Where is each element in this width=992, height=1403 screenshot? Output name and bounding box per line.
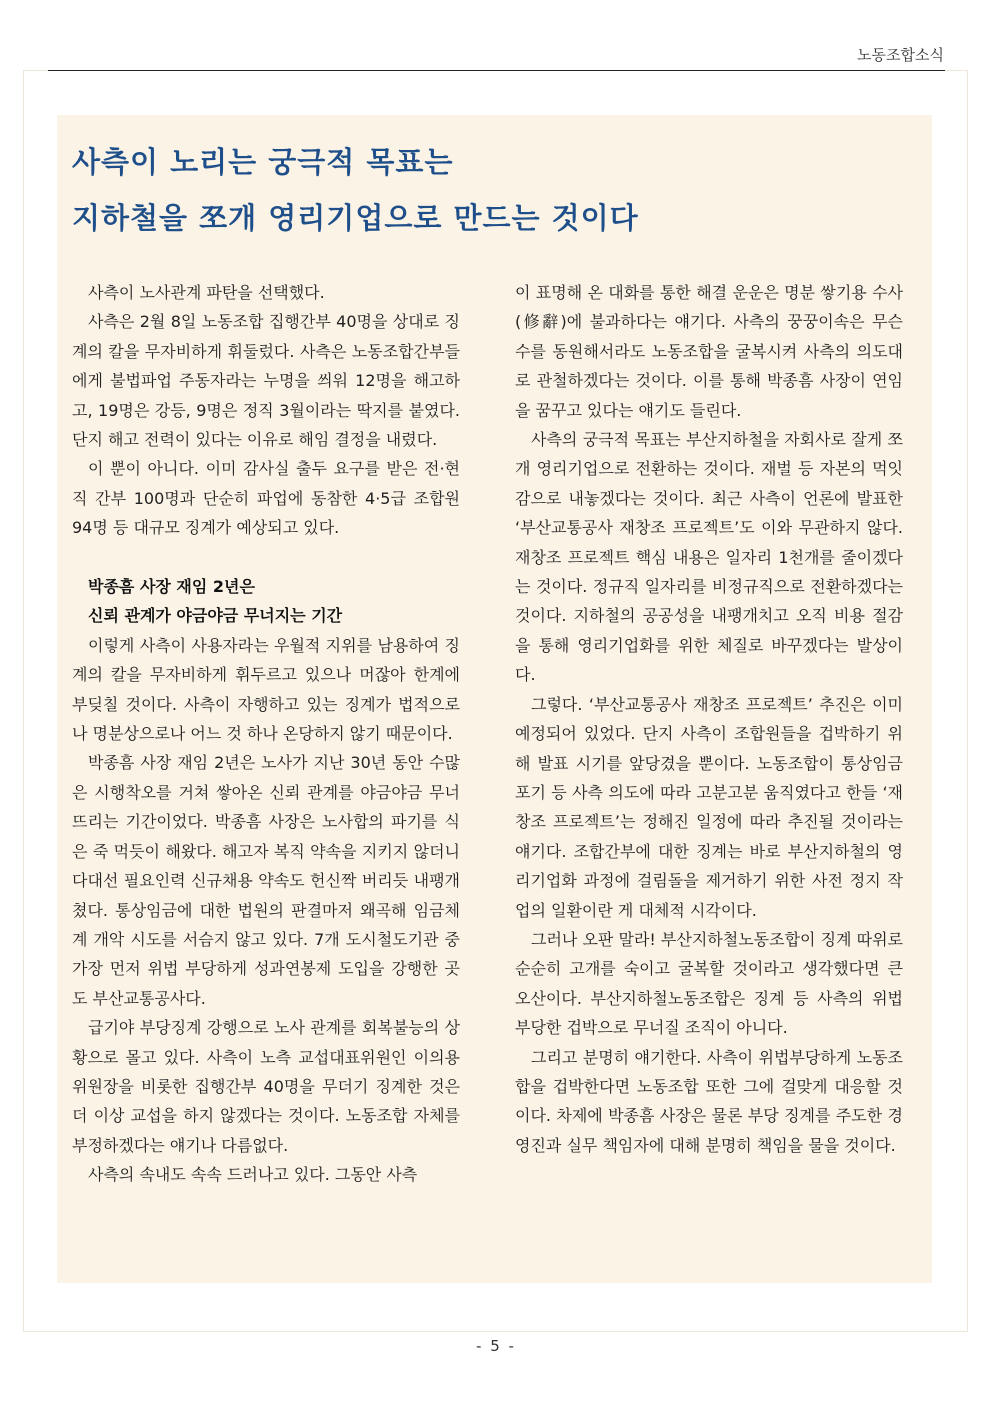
paragraph: 사측의 속내도 속속 드러나고 있다. 그동안 사측 <box>88 1165 418 1185</box>
header-rule <box>48 70 945 71</box>
title-line-2: 지하철을 쪼개 영리기업으로 만드는 것이다 <box>72 201 639 235</box>
subheading-line-2: 신뢰 관계가 야금야금 무너지는 기간 <box>88 606 343 626</box>
paragraph: 이렇게 사측이 사용자라는 우월적 지위를 남용하여 징계의 칼을 무자비하게 휘두르고 있으나 머잖아 한계에 부딪칠 것이다. 사측이 자행하고 있는 징계가 법적으로나 명분상으로나 어느 것 하나 온당하지 않기 때문이다. <box>72 635 460 744</box>
right-column <box>515 278 903 1160</box>
page-number: - 5 - <box>476 1337 516 1355</box>
paragraph: 이 표명해 온 대화를 통한 해결 운운은 명분 쌓기용 수사(修辭)에 불과하다는 얘기다. 사측의 꿍꿍이속은 무슨 수를 동원해서라도 노동조합을 굴복시켜 사측의 의도대로 관철하겠다는 것이다. 이를 통해 박종흠 사장이 연임을 꿈꾸고 있다는 얘기도 들린다. <box>515 283 903 420</box>
paragraph: 그렇다. ‘부산교통공사 재창조 프로젝트’ 추진은 이미 예정되어 있었다. 단지 사측이 조합원들을 겁박하기 위해 발표 시기를 앞당겼을 뿐이다. 노동조합이 통상임금 포기 등 사측 의도에 따라 고분고분 움직였다고 한들 ‘재창조 프로젝트’는 정해진 일정에 따라 추진될 것이라는 얘기다. 조합간부에 대한 징계는 바로 부산지하철의 영리기업화 과정에 걸림돌을 제거하기 위한 사전 정지 작업의 일환이란 게 대체적 시각이다. <box>515 694 903 920</box>
paragraph: 사측은 2월 8일 노동조합 집행간부 40명을 상대로 징계의 칼을 무자비하게 휘둘렀다. 사측은 노동조합간부들에게 불법파업 주동자라는 누명을 씌워 12명을 해고하고, 19명은 강등, 9명은 정직 3월이라는 딱지를 붙였다. 단지 해고 전력이 있다는 이유로 해임 결정을 내렸다. <box>72 312 460 450</box>
section-label: 노동조합소식 <box>857 46 944 64</box>
title-line-1: 사측이 노리는 궁극적 목표는 <box>72 145 454 179</box>
paragraph: 그리고 분명히 얘기한다. 사측이 위법부당하게 노동조합을 겁박한다면 노동조합 또한 그에 걸맞게 대응할 것이다. 차제에 박종흠 사장은 물론 부당 징계를 주도한 경영진과 실무 책임자에 대해 분명히 책임을 물을 것이다. <box>515 1047 903 1155</box>
paragraph: 사측이 노사관계 파탄을 선택했다. <box>88 283 325 302</box>
paragraph: 급기야 부당징계 강행으로 노사 관계를 회복불능의 상황으로 몰고 있다. 사측이 노측 교섭대표위원인 이의용 위원장을 비롯한 집행간부 40명을 무더기 징계한 것은 더 이상 교섭을 하지 않겠다는 것이다. 노동조합 자체를 부정하겠다는 얘기나 다름없다. <box>72 1018 460 1155</box>
paragraph: 사측의 궁극적 목표는 부산지하철을 자회사로 잘게 쪼개 영리기업으로 전환하는 것이다. 재벌 등 자본의 먹잇감으로 내놓겠다는 것이다. 최근 사측이 언론에 발표한 ‘부산교통공사 재창조 프로젝트’도 이와 무관하지 않다. 재창조 프로젝트 핵심 내용은 일자리 1천개를 줄이겠다는 것이다. 정규직 일자리를 비정규직으로 전환하겠다는 것이다. 지하철의 공공성을 내팽개치고 오직 비용 절감을 통해 영리기업화를 위한 체질로 바꾸겠다는 발상이다. <box>515 430 903 685</box>
paragraph: 그러나 오판 말라! 부산지하철노동조합이 징계 따위로 순순히 고개를 숙이고 굴복할 것이라고 생각했다면 큰 오산이다. 부산지하철노동조합은 징계 등 사측의 위법 부당한 겁박으로 무너질 조직이 아니다. <box>515 929 903 1038</box>
left-column <box>72 278 460 1190</box>
paragraph: 이 뿐이 아니다. 이미 감사실 출두 요구를 받은 전·현직 간부 100명과 단순히 파업에 동참한 4·5급 조합원 94명 등 대규모 징계가 예상되고 있다. <box>72 459 460 538</box>
subheading-line-1: 박종흠 사장 재임 2년은 <box>88 577 255 597</box>
article-title <box>72 134 639 246</box>
paragraph: 박종흠 사장 재임 2년은 노사가 지난 30년 동안 수많은 시행착오를 거쳐 쌓아온 신뢰 관계를 야금야금 무너뜨리는 기간이었다. 박종흠 사장은 노사합의 파기를 식은 죽 먹듯이 해왔다. 해고자 복직 약속을 지키지 않더니 다대선 필요인력 신규채용 약속도 헌신짝 버리듯 내팽개쳤다. 통상임금에 대한 법원의 판결마저 왜곡해 임금체계 개악 시도를 서슴지 않고 있다. 7개 도시철도기관 중 가장 먼저 위법 부당하게 성과연봉제 도입을 강행한 곳도 부산교통공사다. <box>72 753 460 1008</box>
spacer <box>72 543 460 572</box>
